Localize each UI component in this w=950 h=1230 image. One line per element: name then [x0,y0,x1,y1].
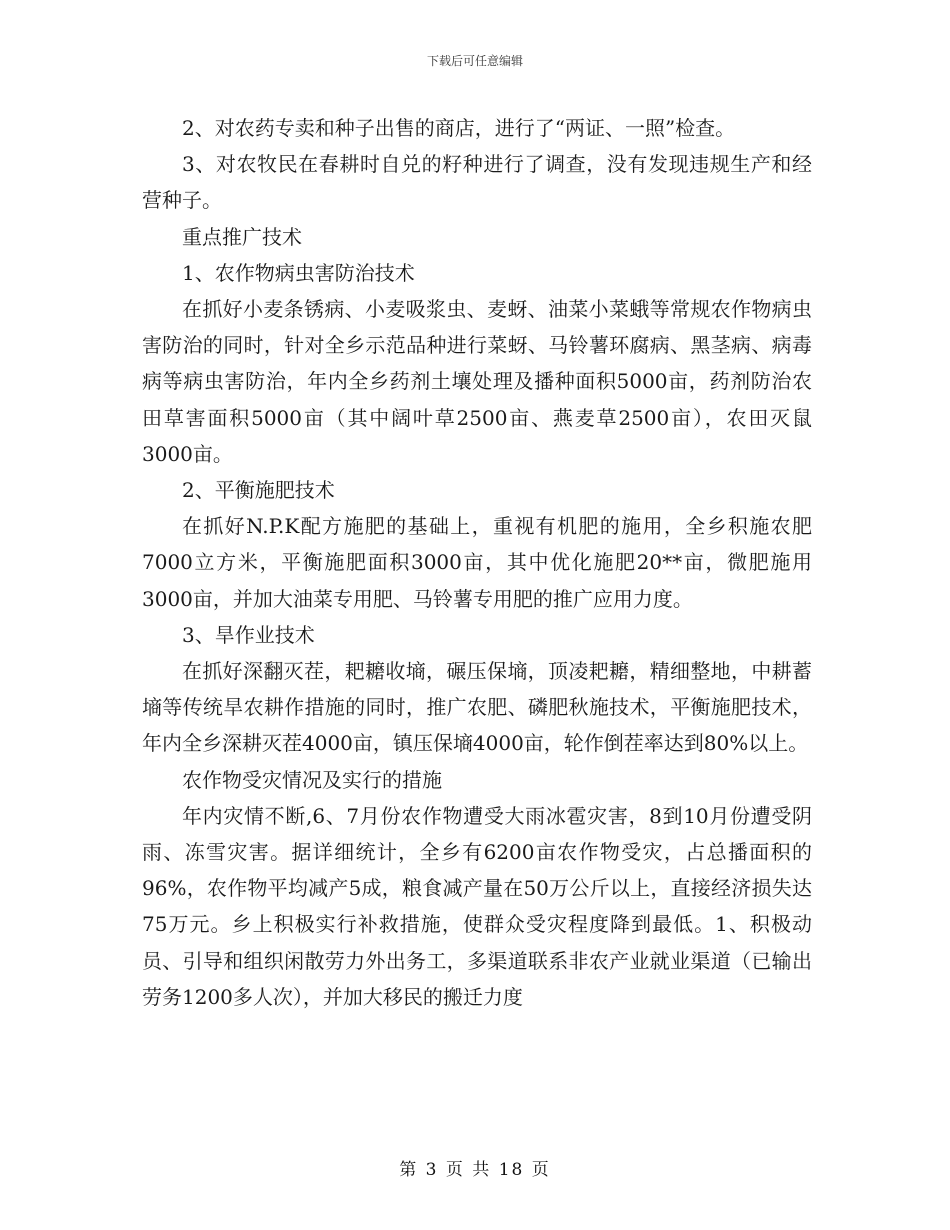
subheading-dry-farming: 3、旱作业技术 [182,622,315,647]
section-heading-key-tech: 重点推广技术 [182,224,302,249]
section-heading-disaster: 农作物受灾情况及实行的措施 [182,767,442,792]
subheading-balanced-fertilization: 2、平衡施肥技术 [182,478,335,503]
page-number: 第 3 页 共 18 页 [399,1160,551,1180]
paragraph-balanced-fertilization: 在抓好N.P.K配方施肥的基础上，重视有机肥的施用，全乡积施农肥7000立方米，平衡施肥面积3000亩，其中优化施肥20**亩，微肥施用3000亩，并加大油菜专用肥、马铃薯专用肥的推广应用力度。 [142,514,812,611]
header-note: 下载后可任意编辑 [426,54,523,68]
paragraph-seed-survey: 3、对农牧民在春耕时自兑的籽种进行了调查，没有发现违规生产和经营种子。 [142,152,812,213]
document-body [142,110,812,1015]
subheading-pest-control: 1、农作物病虫害防治技术 [182,260,415,285]
paragraph-inspection: 2、对农药专卖和种子出售的商店，进行了“两证、一照”检查。 [182,116,736,140]
paragraph-dry-farming: 在抓好深翻灭茬，耙耱收墒，碾压保墒，顶凌耙耱，精细整地，中耕蓄墒等传统旱农耕作措施的同时，推广农肥、磷肥秋施技术，平衡施肥技术，年内全乡深耕灭茬4000亩，镇压保墒4000亩，轮作倒茬率达到80%以上。 [142,659,812,756]
paragraph-disaster: 年内灾情不断,6、7月份农作物遭受大雨冰雹灾害，8到10月份遭受阴雨、冻雪灾害。据详细统计，全乡有6200亩农作物受灾，占总播面积的96%，农作物平均减产5成，粮食减产量在50万公斤以上，直接经济损失达75万元。乡上积极实行补救措施，使群众受灾程度降到最低。1、积极动员、引导和组织闲散劳力外出务工，多渠道联系非农产业就业渠道（已输出劳务1200多人次），并加大移民的搬迁力度 [142,803,812,1009]
paragraph-pest-control: 在抓好小麦条锈病、小麦吸浆虫、麦蚜、油菜小菜蛾等常规农作物病虫害防治的同时，针对全乡示范品种进行菜蚜、马铃薯环腐病、黑茎病、病毒病等病虫害防治，年内全乡药剂土壤处理及播种面积5000亩，药剂防治农田草害面积5000亩（其中阔叶草2500亩、燕麦草2500亩），农田灭鼠3000亩。 [142,297,812,466]
